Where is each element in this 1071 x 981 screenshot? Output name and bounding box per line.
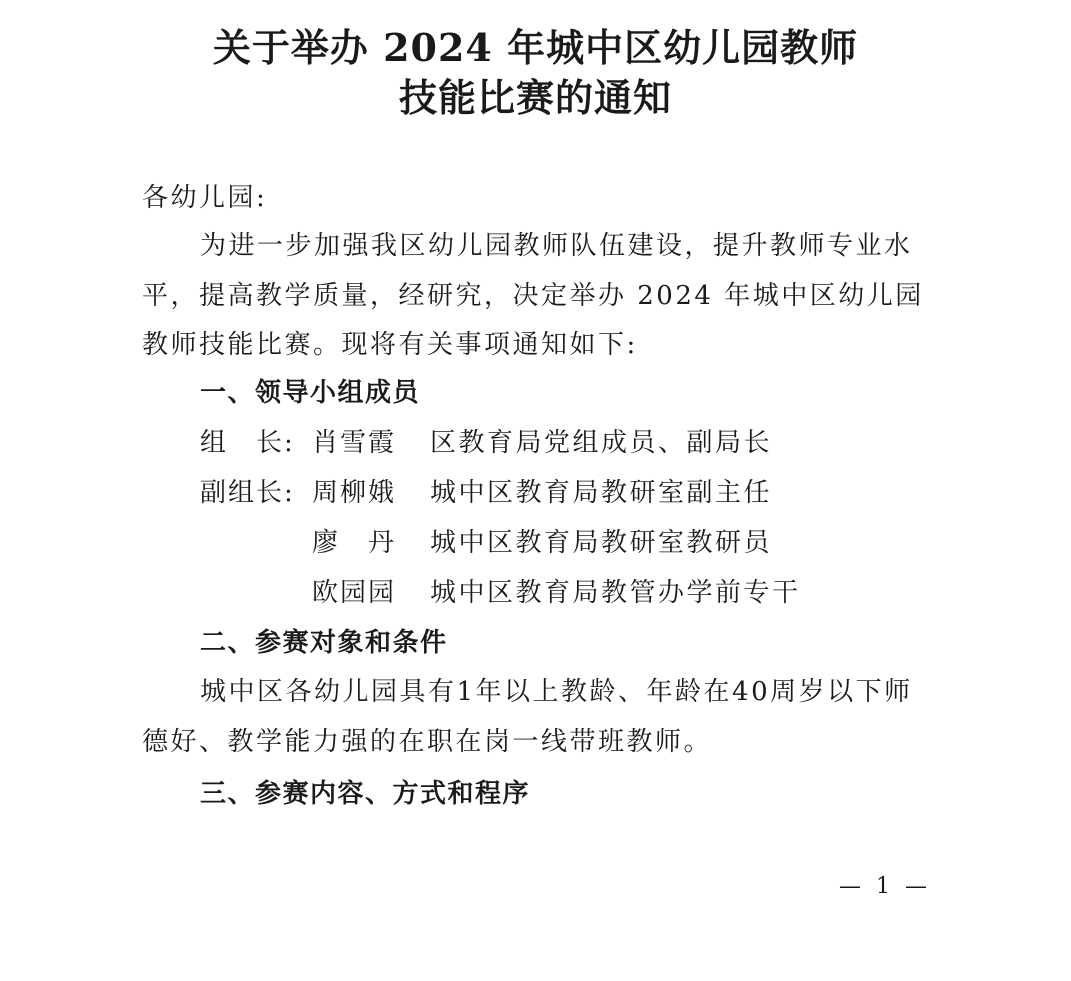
section-1-heading: 一、领导小组成员 <box>200 378 421 408</box>
member-role: 副组长: <box>200 478 295 508</box>
section-3-heading: 三、参赛内容、方式和程序 <box>200 779 531 809</box>
member-row <box>200 422 772 459</box>
section-2-paragraph: 城中区各幼儿园具有1年以上教龄、年龄在40周岁以下师德好、教学能力强的在职在岗一线带班教师。 <box>142 677 913 757</box>
document-title-line-1: 关于举办 2024 年城中区幼儿园教师 <box>212 25 859 70</box>
member-name: 肖雪霞 <box>312 428 397 458</box>
member-position: 城中区教育局教研室教研员 <box>430 528 773 558</box>
page-number: — 1 — <box>839 874 931 899</box>
document-title-line-2: 技能比赛的通知 <box>398 75 672 120</box>
member-position: 城中区教育局教研室副主任 <box>430 478 773 508</box>
member-role: 组 长: <box>200 428 295 458</box>
member-row <box>200 472 772 509</box>
section-2-heading: 二、参赛对象和条件 <box>200 628 448 658</box>
member-position: 区教育局党组成员、副局长 <box>430 428 773 458</box>
member-name: 廖 丹 <box>312 528 397 558</box>
member-row <box>200 522 772 559</box>
member-name: 欧园园 <box>312 578 397 608</box>
member-row <box>200 572 801 609</box>
member-position: 城中区教育局教管办学前专干 <box>430 578 801 608</box>
salutation: 各幼儿园: <box>142 183 268 213</box>
member-name: 周柳娥 <box>312 478 397 508</box>
intro-paragraph: 为进一步加强我区幼儿园教师队伍建设，提升教师专业水平，提高教学质量，经研究，决定举办 2024 年城中区幼儿园教师技能比赛。现将有关事项通知如下: <box>142 231 924 360</box>
